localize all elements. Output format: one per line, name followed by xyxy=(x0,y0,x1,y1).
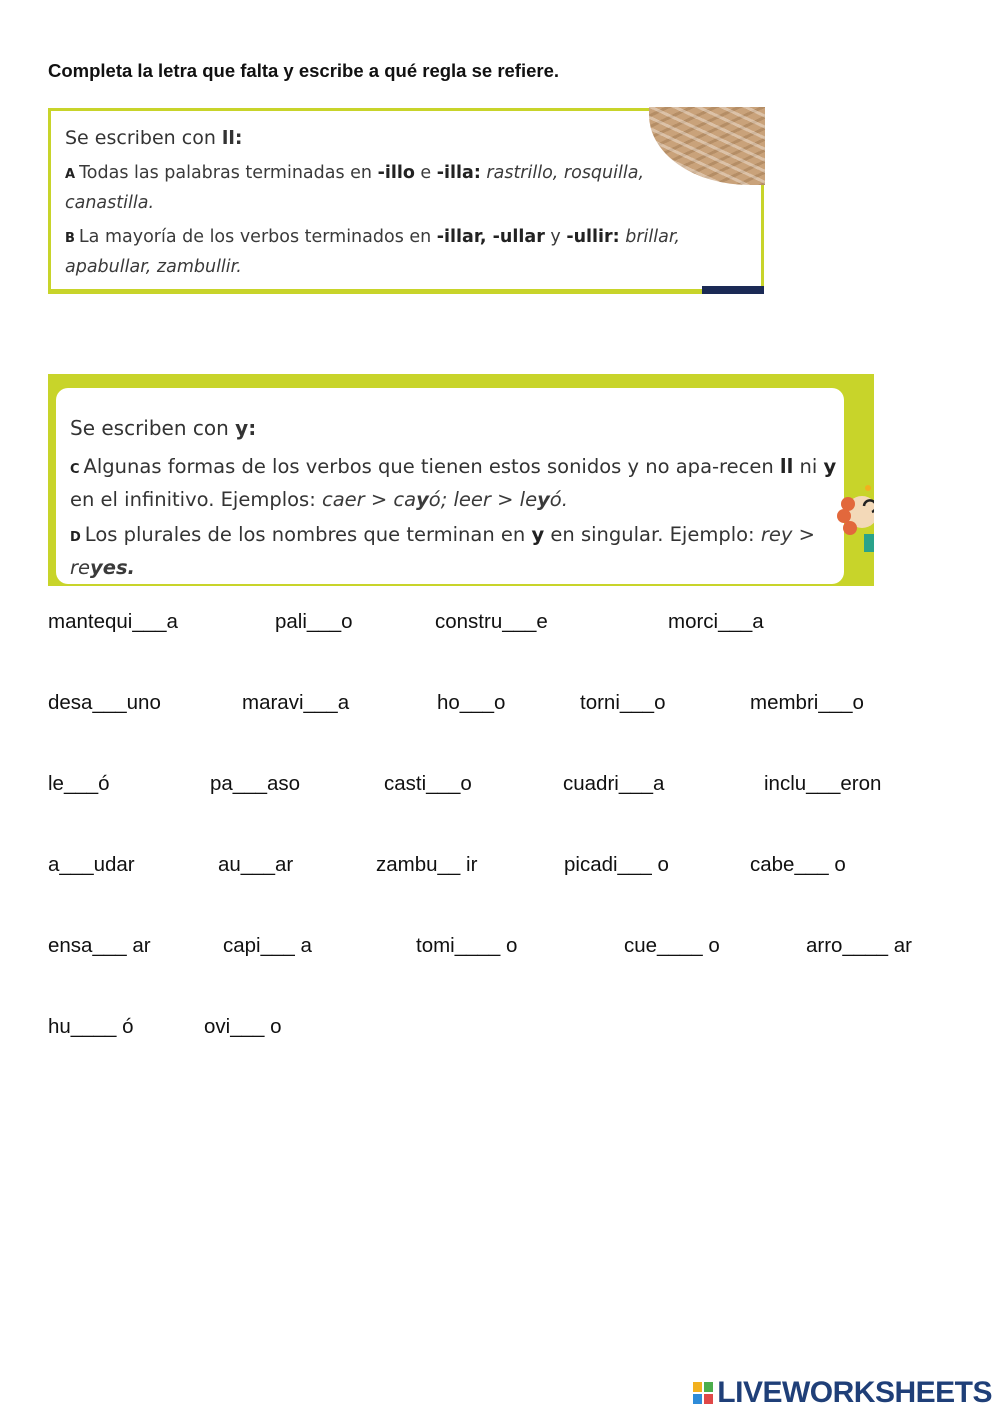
rule-text: La mayoría de los verbos terminados en xyxy=(78,227,437,247)
rule-text: Todas las palabras terminadas en xyxy=(79,163,378,183)
rule-box-y xyxy=(48,374,874,586)
instruction-text: Completa la letra que falta y escribe a qué regla se refiere. xyxy=(48,60,560,81)
rule-suffix: -illar, -ullar xyxy=(436,227,545,247)
rule-text: ni xyxy=(793,455,824,478)
fill-in-word[interactable]: mantequi___a xyxy=(48,610,178,633)
rule-suffix: -illo xyxy=(377,163,415,183)
rule-examples: caer > ca xyxy=(321,488,417,511)
fill-in-word[interactable]: torni___o xyxy=(580,691,666,714)
rule-text: Algunas formas de los verbos que tienen estos sonidos y no apa-recen xyxy=(83,455,780,478)
rule-box-ll xyxy=(48,108,764,294)
fill-in-word[interactable]: ovi___ o xyxy=(204,1015,282,1038)
rule-letter-d: D xyxy=(70,530,81,545)
logo-text: LIVEWORKSHEETS xyxy=(717,1376,992,1409)
fill-in-word[interactable]: picadi___ o xyxy=(564,853,669,876)
rule-examples: ó. xyxy=(549,488,568,511)
rule-item-c xyxy=(70,452,850,515)
fill-in-word[interactable]: pali___o xyxy=(275,610,353,633)
rule-examples: rey > re xyxy=(70,523,815,579)
fill-in-word[interactable]: cue____ o xyxy=(624,934,720,957)
rule-examples: brillar, apabullar, zambullir. xyxy=(65,227,680,277)
rule-key: ll xyxy=(779,455,794,478)
fill-in-word[interactable]: casti___o xyxy=(384,772,472,795)
rule-item-a xyxy=(65,159,705,217)
clown-illustration xyxy=(830,484,874,554)
rule-text: en el infinitivo. Ejemplos: xyxy=(70,488,322,511)
fill-in-word[interactable]: maravi___a xyxy=(242,691,350,714)
rule-text: Los plurales de los nombres que terminan en xyxy=(84,523,532,546)
fill-in-word[interactable]: arro____ ar xyxy=(806,934,912,957)
rule-examples: ó; leer > le xyxy=(428,488,538,511)
rule-title-text: Se escriben con xyxy=(65,127,222,149)
fill-in-word[interactable]: ho___o xyxy=(437,691,506,714)
rule-suffix: -illa: xyxy=(436,163,481,183)
rule-examples-key: y xyxy=(537,488,550,511)
fill-in-word[interactable]: ensa___ ar xyxy=(48,934,151,957)
fill-in-word[interactable]: hu____ ó xyxy=(48,1015,134,1038)
fill-in-word[interactable]: pa___aso xyxy=(210,772,301,795)
fill-in-word[interactable]: a___udar xyxy=(48,853,135,876)
rule-title-key: y: xyxy=(235,416,257,440)
rule-letter-c: C xyxy=(70,462,80,477)
rule-title-key: ll: xyxy=(221,127,243,149)
fill-in-word[interactable]: membri___o xyxy=(750,691,864,714)
rule-text: y xyxy=(544,227,567,247)
rule-item-b xyxy=(65,223,705,281)
rule-suffix: -ullir: xyxy=(566,227,620,247)
fill-in-word[interactable]: tomi____ o xyxy=(416,934,518,957)
rule-title-ll xyxy=(65,127,243,149)
fill-in-word[interactable]: capi___ a xyxy=(223,934,312,957)
rule-text: en singular. Ejemplo: xyxy=(544,523,761,546)
fill-in-word[interactable]: morci___a xyxy=(668,610,764,633)
fill-in-word[interactable]: inclu___eron xyxy=(764,772,882,795)
rule-examples-key: yes. xyxy=(90,556,135,579)
rule-key: y xyxy=(823,455,837,478)
fill-in-word[interactable]: le___ó xyxy=(48,772,110,795)
fill-in-word[interactable]: zambu__ ir xyxy=(376,853,478,876)
fill-in-word[interactable]: au___ar xyxy=(218,853,294,876)
fill-in-word[interactable]: cabe___ o xyxy=(750,853,846,876)
fill-in-word[interactable]: cuadri___a xyxy=(563,772,665,795)
rule-examples-key: y xyxy=(416,488,429,511)
decorative-tag xyxy=(702,286,764,294)
liveworksheets-logo xyxy=(693,1376,992,1410)
rule-box-y-inner xyxy=(56,388,844,584)
liveworksheets-logo-icon xyxy=(693,1382,713,1404)
rule-key: y xyxy=(531,523,545,546)
rule-text: e xyxy=(414,163,437,183)
rule-letter-b: B xyxy=(65,231,75,246)
rule-item-d xyxy=(70,520,850,583)
rule-letter-a: A xyxy=(65,167,76,182)
rule-title-text: Se escriben con xyxy=(70,416,236,440)
fill-in-word[interactable]: desa___uno xyxy=(48,691,161,714)
rule-examples: rastrillo, rosquilla, canastilla. xyxy=(65,163,645,213)
rule-title-y xyxy=(70,416,256,440)
fill-in-word[interactable]: constru___e xyxy=(435,610,548,633)
